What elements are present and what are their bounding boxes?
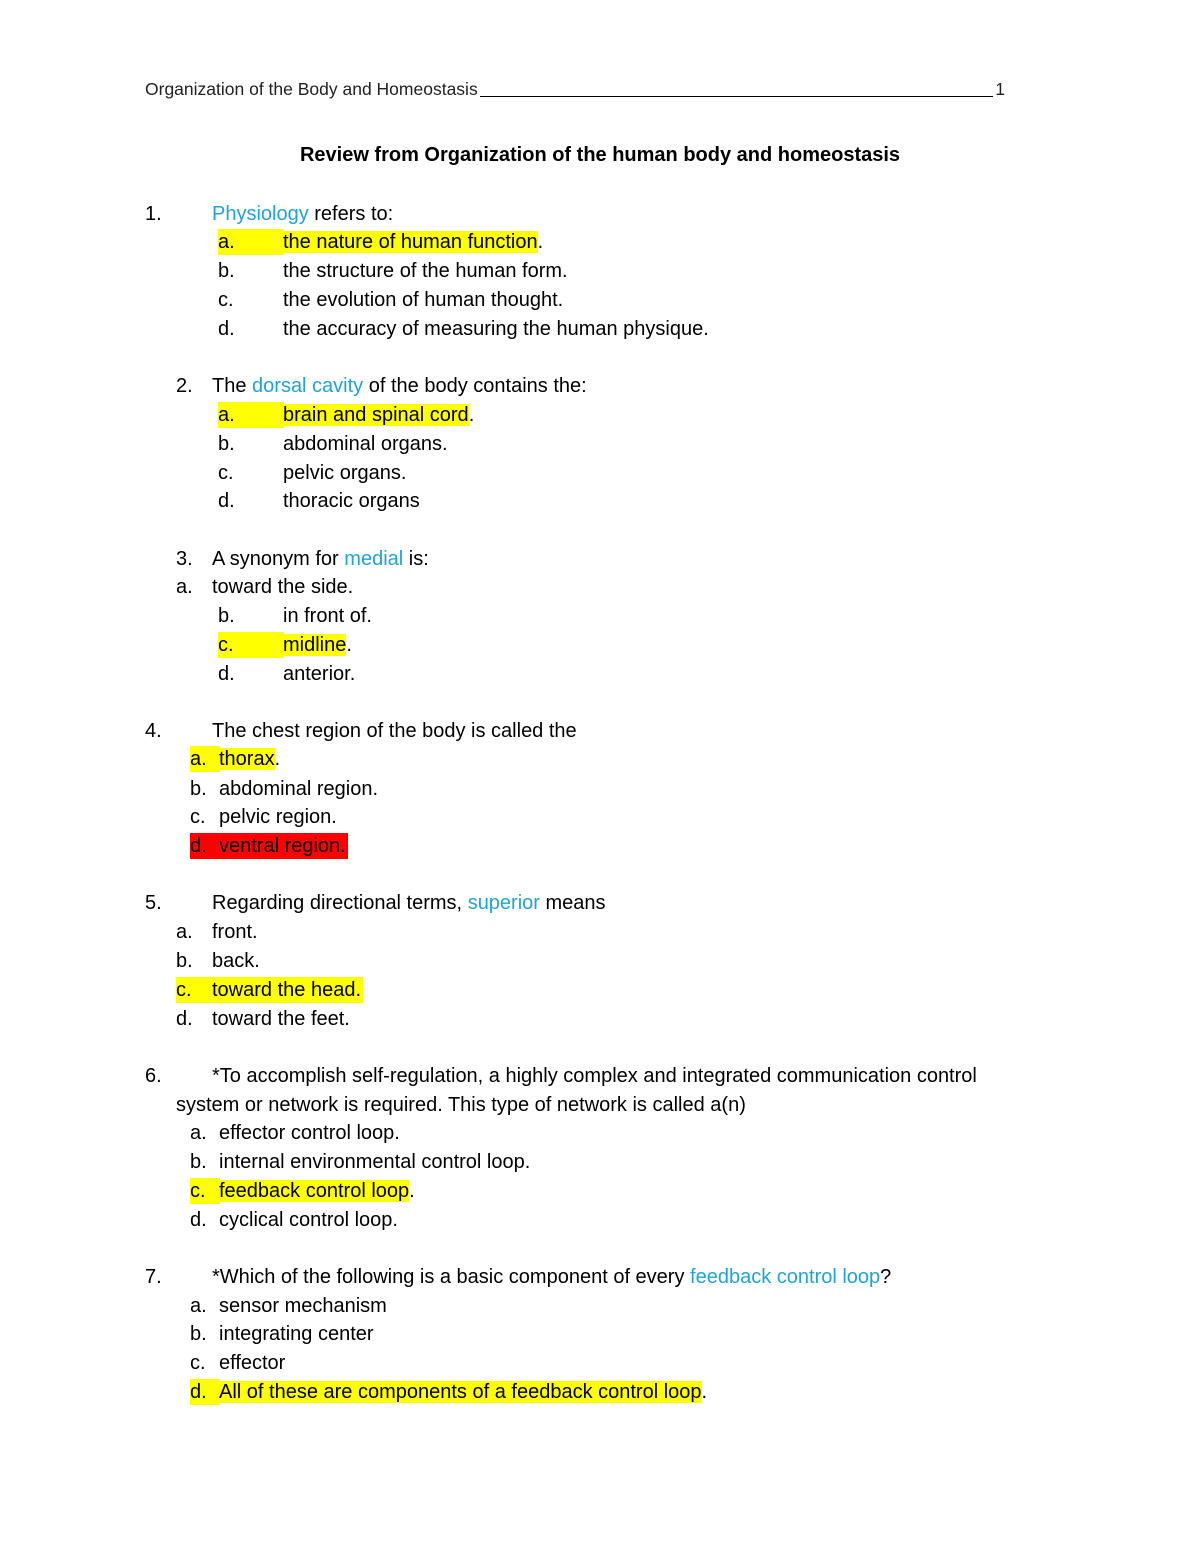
option-label: c.: [218, 289, 234, 311]
document-title: Review from Organization of the human body and homeostasis: [299, 144, 901, 166]
option-label: b.: [218, 605, 235, 627]
option-text-wrap: [283, 632, 352, 658]
header-title: Organization of the Body and Homeostasis: [145, 79, 478, 99]
question-stem: [212, 373, 587, 399]
option-text-wrap: [219, 1178, 415, 1204]
question-number: 2.: [176, 375, 193, 397]
option-label: d.: [218, 663, 235, 685]
question-text: of the body contains the:: [363, 375, 587, 397]
option-label: d.: [190, 1209, 207, 1231]
option-label: d.: [218, 318, 235, 340]
question-keyword: dorsal cavity: [252, 375, 364, 397]
option-text: the evolution of human thought.: [283, 289, 564, 311]
option-text: in front of.: [283, 605, 372, 627]
option-text: the structure of the human form.: [283, 260, 568, 282]
option-text: abdominal organs.: [283, 433, 448, 455]
option-label: c.: [218, 462, 234, 484]
question-stem: [212, 1264, 891, 1290]
question-text: means: [539, 892, 606, 914]
option-label: c.: [176, 977, 213, 1003]
question-number: 5.: [145, 892, 162, 914]
option-text: effector: [219, 1352, 286, 1374]
option-label: c.: [190, 806, 206, 828]
question-stem: [212, 546, 429, 572]
option-label: b.: [190, 778, 207, 800]
option-text: pelvic organs.: [283, 462, 407, 484]
option-text: back.: [212, 950, 260, 972]
option-text: cyclical control loop.: [219, 1209, 398, 1231]
option-tail: .: [346, 634, 352, 656]
option-label: b.: [218, 433, 235, 455]
option-text: sensor mechanism: [219, 1295, 387, 1317]
option-text: toward the head.: [212, 979, 361, 1001]
option-text: toward the feet.: [212, 1008, 350, 1030]
question-number: 1.: [145, 203, 162, 225]
option-tail: .: [468, 404, 475, 426]
question-text: The chest region of the body is called the: [212, 720, 577, 742]
option-tail: .: [701, 1381, 708, 1403]
option-label: d.: [176, 1008, 193, 1030]
option-label: d.: [190, 1379, 220, 1405]
option-label: a.: [218, 402, 284, 428]
question-number: 7.: [145, 1266, 162, 1288]
option-label: b.: [176, 950, 193, 972]
question-keyword: superior: [467, 892, 540, 914]
header-rule: [480, 95, 994, 97]
option-label: a.: [218, 229, 284, 255]
question-number: 3.: [176, 548, 193, 570]
question-text-line1: *To accomplish self-regulation, a highly complex and integrated communication control: [212, 1065, 977, 1087]
header-page-number: 1: [995, 79, 1005, 99]
option-text-wrap: [219, 1379, 707, 1405]
option-label: b.: [218, 260, 235, 282]
option-tail: .: [274, 748, 281, 770]
option-text: brain and spinal cord: [283, 404, 469, 426]
option-tail: .: [409, 1180, 415, 1202]
option-text: All of these are components of a feedback control loop: [219, 1381, 702, 1403]
option-text: effector control loop.: [219, 1122, 400, 1144]
option-label: a.: [190, 1295, 207, 1317]
option-text: feedback control loop: [219, 1180, 410, 1202]
question-text-pre: Regarding directional terms,: [212, 892, 468, 914]
question-keyword: feedback control loop: [690, 1266, 881, 1288]
option-label: d.: [190, 833, 220, 859]
option-text: the accuracy of measuring the human physique.: [283, 318, 709, 340]
option-text-wrap: [283, 402, 474, 428]
option-label: a.: [190, 1122, 207, 1144]
option-label: b.: [190, 1323, 207, 1345]
question-stem: [212, 890, 606, 916]
option-tail: .: [537, 231, 544, 253]
option-text: midline: [283, 634, 347, 656]
question-stem: [212, 201, 393, 227]
question-text-pre: *Which of the following is a basic component of every: [212, 1266, 691, 1288]
option-label: c.: [218, 632, 284, 658]
option-text-wrap: [219, 746, 280, 772]
option-label: a.: [176, 576, 193, 598]
option-text: integrating center: [219, 1323, 374, 1345]
question-text: ?: [880, 1266, 892, 1288]
option-text: abdominal region.: [219, 778, 378, 800]
question-text: is:: [403, 548, 429, 570]
option-text: anterior.: [283, 663, 356, 685]
page-header: [145, 76, 1005, 100]
question-number: 4.: [145, 720, 162, 742]
question-text: refers to:: [308, 203, 394, 225]
option-label: d.: [218, 490, 235, 512]
option-label: a.: [190, 746, 220, 772]
option-text: front.: [212, 921, 258, 943]
option-label: c.: [190, 1178, 220, 1204]
option-text: thorax: [219, 748, 275, 770]
option-label: a.: [176, 921, 193, 943]
option-text: toward the side.: [212, 576, 354, 598]
option-label: b.: [190, 1151, 207, 1173]
option-text-wrap: [283, 229, 543, 255]
option-text: ventral region.: [219, 835, 346, 857]
question-text-line2: system or network is required. This type of network is called a(n): [176, 1094, 746, 1116]
question-keyword: medial: [344, 548, 404, 570]
option-text: thoracic organs: [283, 490, 420, 512]
option-label: c.: [190, 1352, 206, 1374]
question-keyword: Physiology: [212, 203, 309, 225]
question-text-pre: The: [212, 375, 253, 397]
option-text: the nature of human function: [283, 231, 538, 253]
option-text: pelvic region.: [219, 806, 337, 828]
question-text-pre: A synonym for: [212, 548, 345, 570]
option-text: internal environmental control loop.: [219, 1151, 531, 1173]
question-number: 6.: [145, 1065, 162, 1087]
